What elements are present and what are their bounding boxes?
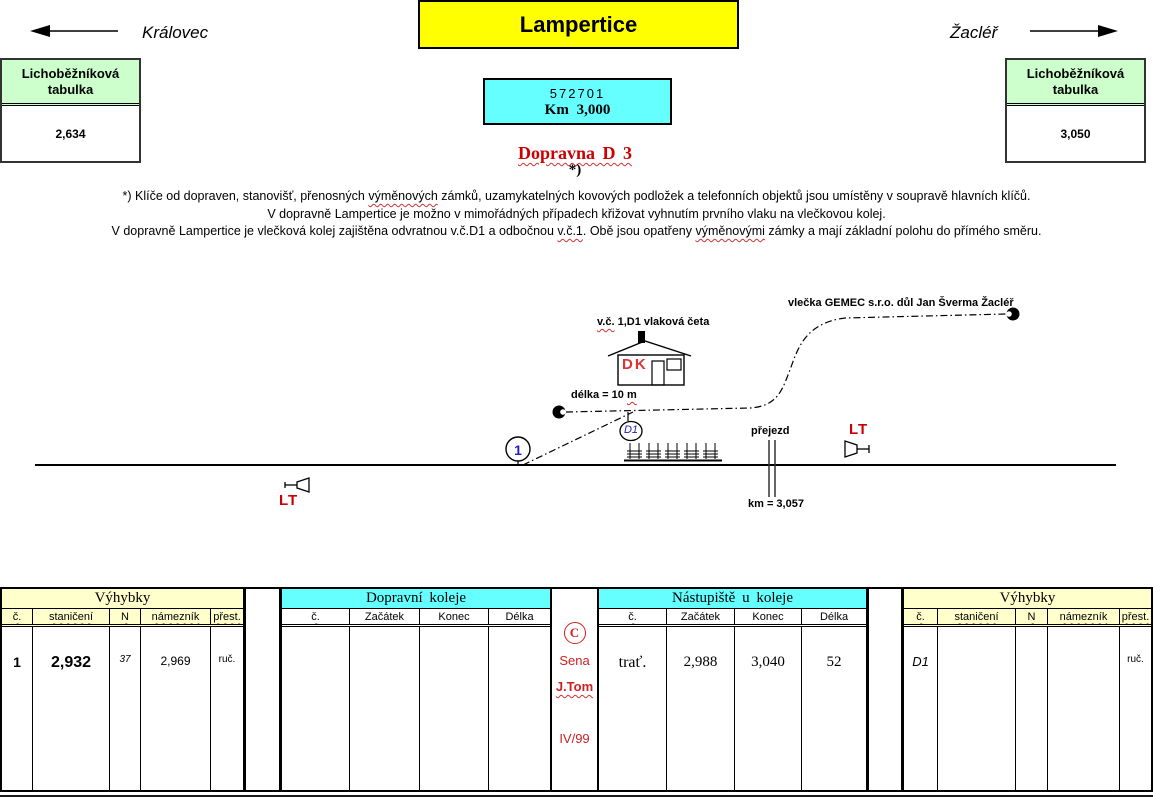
platform-length: 52 xyxy=(826,654,842,670)
table-header-row: č. Začátek Konec Délka xyxy=(599,609,866,627)
switch-number: D1 xyxy=(904,627,938,790)
table-row xyxy=(904,627,1151,790)
trapezoid-sign-right-icon xyxy=(845,441,869,457)
table-title: Nástupiště u koleje xyxy=(599,589,866,609)
platform-start: 2,988 xyxy=(667,627,735,790)
running-tracks-table xyxy=(280,587,552,792)
table-spacer xyxy=(245,587,280,792)
copyright-mark: C xyxy=(552,622,597,644)
table-header-row: č. Začátek Konec Délka xyxy=(282,609,550,627)
trapezoid-table-box-right xyxy=(1005,58,1146,163)
crossing-label: přejezd xyxy=(751,425,790,437)
line-number-km-box xyxy=(483,78,672,125)
buffer-stop-right-icon xyxy=(1006,308,1019,321)
arrow-left-icon xyxy=(28,23,120,39)
trapezoid-table-title: Lichoběžníková tabulka xyxy=(2,60,139,106)
page-bottom-border xyxy=(0,795,1153,797)
table-title: Výhybky xyxy=(904,589,1151,609)
trapezoid-table-box-left xyxy=(0,58,141,163)
switch-operation: ruč. xyxy=(1127,654,1144,665)
switches-table-left xyxy=(0,587,245,792)
footnote-line-3: V dopravně Lampertice je vlečková kolej zajištěna odvratnou v.č.D1 a odbočnou v.č.1. Obě jsou opatřeny výměnovými zámky a mají základní polohu do přímého směru. xyxy=(111,224,1042,238)
buffer-stop-left-icon xyxy=(553,406,566,419)
table-header-row: č. staničení N námezník přest. xyxy=(904,609,1151,627)
crossing-km-label: km = 3,057 xyxy=(748,498,804,510)
track-schematic xyxy=(0,285,1153,560)
table-row xyxy=(2,627,243,790)
building-code-label: DK xyxy=(622,356,648,373)
siding-length-label: délka = 10 m xyxy=(571,389,637,401)
switch-number: 1 xyxy=(2,627,33,790)
industrial-siding-label: vlečka GEMEC s.r.o. důl Jan Šverma Žacléř xyxy=(788,297,1014,309)
switch-operation: ruč. xyxy=(218,654,236,665)
line-number: 572701 xyxy=(549,85,606,101)
table-header-row: č. staničení N námezník přest. xyxy=(2,609,243,627)
level-crossing-icon xyxy=(769,440,775,497)
station-name-box xyxy=(418,0,739,49)
switch-stationing: 2,932 xyxy=(33,627,110,790)
table-title: Dopravní koleje xyxy=(282,589,550,609)
switch-1-label: 1 xyxy=(514,442,522,458)
footnote-marker: *) xyxy=(568,162,582,178)
branch-track-line xyxy=(523,412,633,465)
annotation-date: IV/99 xyxy=(559,731,590,746)
table-row xyxy=(599,627,866,790)
table-title: Výhybky xyxy=(2,589,243,609)
annotation-name: Sena xyxy=(559,653,590,668)
table-spacer xyxy=(868,587,902,792)
data-tables-band xyxy=(0,587,1153,792)
trapezoid-table-value-right: 3,050 xyxy=(1060,127,1091,141)
arrow-right-icon xyxy=(1028,23,1120,39)
switch-d1-label: D1 xyxy=(623,424,639,436)
switch-n: 37 xyxy=(110,627,141,790)
station-name: Lampertice xyxy=(519,11,638,37)
switches-table-right xyxy=(902,587,1153,792)
table-row-empty xyxy=(282,627,550,790)
station-building-icon xyxy=(608,331,691,385)
trapezoid-table-value-left: 2,634 xyxy=(55,127,86,141)
switch-clearance: 2,969 xyxy=(141,627,211,790)
footnote-text xyxy=(0,188,1153,241)
lt-sign-left-label: LT xyxy=(279,492,299,509)
platform-track: trať. xyxy=(599,627,667,790)
center-annotation-column xyxy=(552,587,597,792)
direction-right-label: Žacléř xyxy=(950,23,998,42)
crew-track-label: v.č. 1,D1 vlaková četa xyxy=(597,316,710,328)
footnote-line-1: *) Klíče od dopraven, stanovišť, přenosných výměnových zámků, uzamykatelných kovových podložek a telefonních objektů jsou umístěny v soupravě hlavních klíčů. xyxy=(122,189,1031,203)
trapezoid-sign-left-icon xyxy=(285,478,309,492)
trapezoid-table-title: Lichoběžníková tabulka xyxy=(1007,60,1144,106)
platform-icon xyxy=(624,443,722,461)
station-category-label: Dopravna D 3 xyxy=(517,143,632,163)
platforms-table xyxy=(597,587,868,792)
direction-left-label: Královec xyxy=(142,23,209,42)
footnote-line-2: V dopravně Lampertice je možno v mimořádných případech křižovat vyhnutím prvního vlaku na vlečkovou kolej. xyxy=(267,206,886,221)
km-position: Km 3,000 xyxy=(544,101,611,118)
platform-end: 3,040 xyxy=(735,627,802,790)
lt-sign-right-label: LT xyxy=(849,421,869,438)
annotation-author: J.Tom xyxy=(555,679,594,694)
